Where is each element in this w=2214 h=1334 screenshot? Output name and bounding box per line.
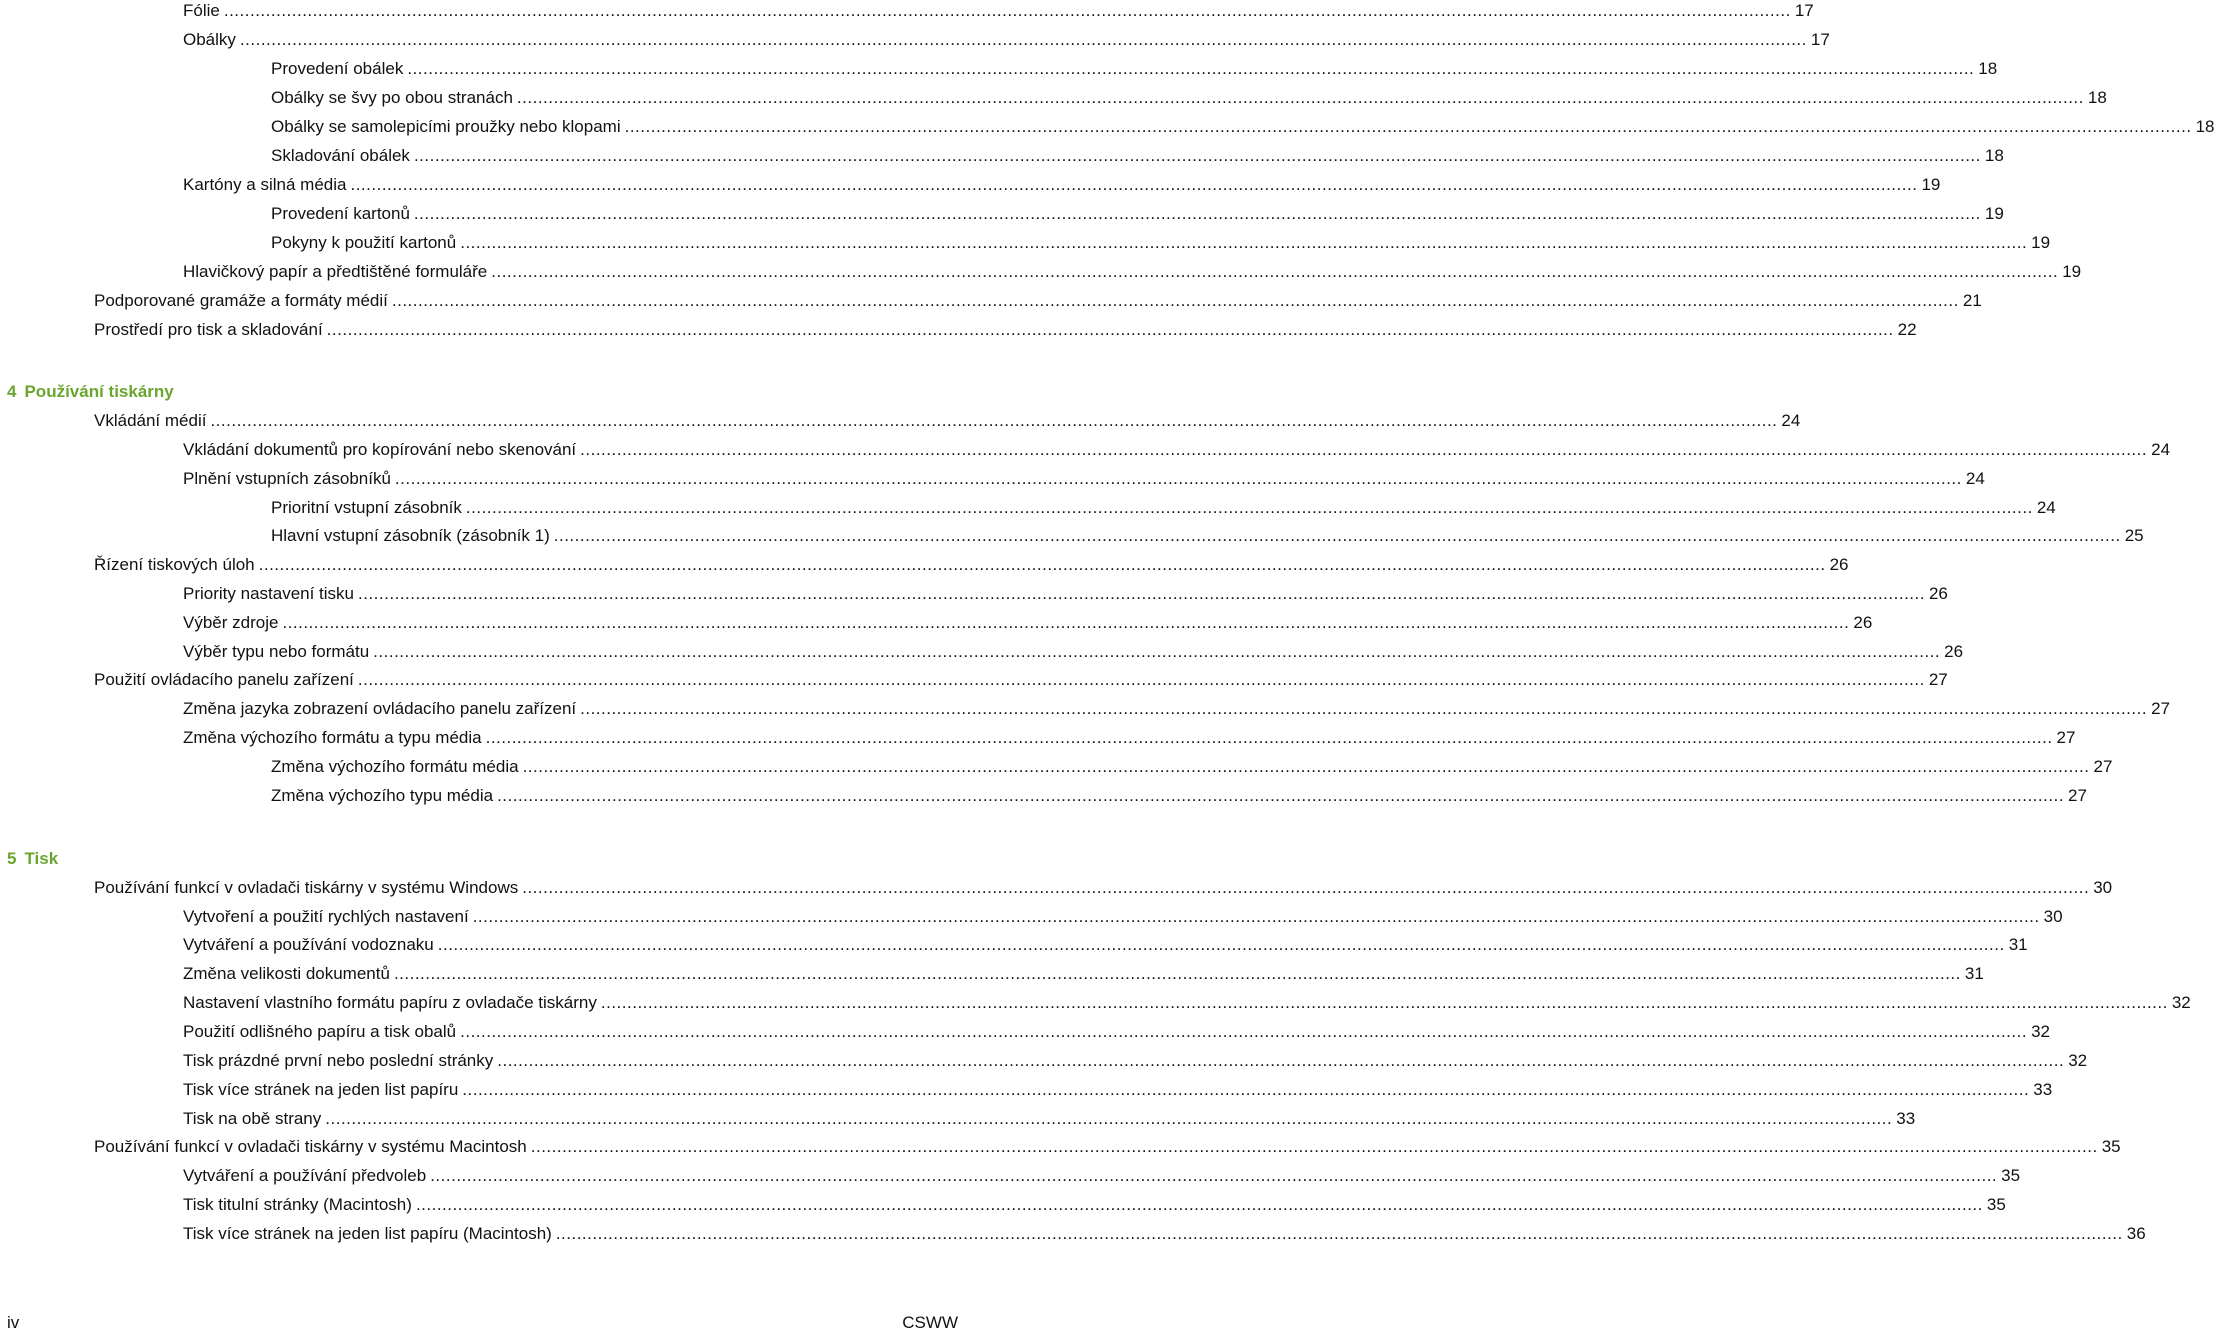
toc-entry-page: 36 xyxy=(2126,1224,2146,1243)
toc-entry-title: Tisk více stránek na jeden list papíru xyxy=(183,1080,459,1099)
dot-leader: ............................................................................................................................................................................................................................................................................................................ xyxy=(415,1195,1983,1214)
toc-entry-title: Výběr typu nebo formátu xyxy=(183,642,370,661)
dot-leader: ............................................................................................................................................................................................................................................................................................................ xyxy=(325,1109,1893,1128)
toc-entry-page: 18 xyxy=(1978,59,1998,78)
toc-entry-page: 18 xyxy=(2195,117,2214,136)
toc-entry-title: Hlavní vstupní zásobník (zásobník 1) xyxy=(271,526,550,545)
toc-entry[interactable] xyxy=(183,727,2076,749)
footer-label: CSWW xyxy=(902,1313,958,1332)
chapter-heading[interactable] xyxy=(7,381,174,403)
toc-entry-page: 19 xyxy=(2062,262,2082,281)
toc-entry-title: Provedení obálek xyxy=(271,59,404,78)
toc-entry[interactable] xyxy=(271,525,2144,547)
toc-entry-title: Pokyny k použití kartonů xyxy=(271,233,457,252)
toc-entry[interactable] xyxy=(183,1079,2053,1101)
toc-entry-title: Vytváření a používání předvoleb xyxy=(183,1166,427,1185)
toc-entry[interactable] xyxy=(271,145,2004,167)
toc-entry-title: Vytvoření a použití rychlých nastavení xyxy=(183,907,469,926)
toc-entry-page: 35 xyxy=(2001,1166,2021,1185)
toc-entry-page: 24 xyxy=(2151,440,2171,459)
toc-entry-title: Obálky se samolepicími proužky nebo klopami xyxy=(271,117,621,136)
toc-entry-page: 24 xyxy=(1781,411,1801,430)
toc-entry-title: Vytváření a používání vodoznaku xyxy=(183,935,434,954)
toc-entry[interactable] xyxy=(94,410,1801,432)
dot-leader: ............................................................................................................................................................................................................................................................................................................ xyxy=(516,88,2084,107)
toc-entry[interactable] xyxy=(183,468,1985,490)
toc-entry[interactable] xyxy=(183,934,2028,956)
dot-leader: ............................................................................................................................................................................................................................................................................................................ xyxy=(465,498,2033,517)
toc-entry-page: 18 xyxy=(2087,88,2107,107)
toc-entry[interactable] xyxy=(183,641,1964,663)
toc-entry-page: 26 xyxy=(1853,613,1873,632)
toc-entry[interactable] xyxy=(94,1136,2121,1158)
toc-entry-title: Změna výchozího formátu a typu média xyxy=(183,728,482,747)
dot-leader: ............................................................................................................................................................................................................................................................................................................ xyxy=(522,757,2090,776)
toc-entry-page: 31 xyxy=(2008,935,2028,954)
dot-leader: ............................................................................................................................................................................................................................................................................................................ xyxy=(497,786,2065,805)
toc-entry[interactable] xyxy=(183,1223,2146,1245)
dot-leader: ............................................................................................................................................................................................................................................................................................................ xyxy=(357,670,1925,689)
toc-entry[interactable] xyxy=(271,203,2004,225)
toc-entry-title: Provedení kartonů xyxy=(271,204,410,223)
toc-entry-page: 27 xyxy=(1928,670,1948,689)
dot-leader: ............................................................................................................................................................................................................................................................................................................ xyxy=(373,642,1941,661)
toc-entry-page: 30 xyxy=(2093,878,2113,897)
dot-leader: ............................................................................................................................................................................................................................................................................................................ xyxy=(462,1080,2030,1099)
toc-entry[interactable] xyxy=(183,1165,2021,1187)
toc-entry[interactable] xyxy=(94,290,1982,312)
toc-entry[interactable] xyxy=(183,963,1984,985)
dot-leader: ............................................................................................................................................................................................................................................................................................................ xyxy=(555,1224,2123,1243)
dot-leader: ............................................................................................................................................................................................................................................................................................................ xyxy=(530,1137,2098,1156)
toc-entry[interactable] xyxy=(271,756,2113,778)
toc-entry-title: Fólie xyxy=(183,1,220,20)
toc-entry-page: 26 xyxy=(1829,555,1849,574)
toc-entry-title: Změna jazyka zobrazení ovládacího panelu zařízení xyxy=(183,699,577,718)
toc-entry-title: Změna výchozího typu média xyxy=(271,786,494,805)
dot-leader: ............................................................................................................................................................................................................................................................................................................ xyxy=(472,907,2040,926)
toc-entry[interactable] xyxy=(183,906,2063,928)
chapter-title: Tisk xyxy=(24,849,59,868)
toc-entry[interactable] xyxy=(183,612,1873,634)
dot-leader: ............................................................................................................................................................................................................................................................................................................ xyxy=(460,233,2028,252)
toc-entry-page: 26 xyxy=(1944,642,1964,661)
toc-entry[interactable] xyxy=(183,174,1941,196)
dot-leader: ............................................................................................................................................................................................................................................................................................................ xyxy=(358,584,1925,603)
dot-leader: ............................................................................................................................................................................................................................................................................................................ xyxy=(485,728,2053,747)
toc-entry-page: 33 xyxy=(1896,1109,1916,1128)
toc-entry-title: Řízení tiskových úloh xyxy=(94,555,255,574)
toc-entry-page: 27 xyxy=(2151,699,2170,718)
toc-entry[interactable] xyxy=(94,554,1849,576)
dot-leader: ............................................................................................................................................................................................................................................................................................................ xyxy=(600,993,2168,1012)
toc-entry-page: 17 xyxy=(1794,1,1814,20)
toc-entry[interactable] xyxy=(271,785,2087,807)
toc-entry[interactable] xyxy=(183,1021,2050,1043)
toc-entry-title: Obálky xyxy=(183,30,236,49)
toc-entry-title: Tisk prázdné první nebo poslední stránky xyxy=(183,1051,494,1070)
toc-entry[interactable] xyxy=(271,232,2051,254)
dot-leader: ............................................................................................................................................................................................................................................................................................................ xyxy=(407,59,1975,78)
toc-entry-page: 19 xyxy=(2031,233,2051,252)
toc-entry-page: 35 xyxy=(1986,1195,2006,1214)
dot-leader: ............................................................................................................................................................................................................................................................................................................ xyxy=(394,469,1962,488)
chapter-title: Používání tiskárny xyxy=(24,382,174,401)
toc-entry[interactable] xyxy=(183,0,1814,22)
toc-entry[interactable] xyxy=(94,319,1917,341)
dot-leader: ............................................................................................................................................................................................................................................................................................................ xyxy=(210,411,1778,430)
dot-leader: ............................................................................................................................................................................................................................................................................................................ xyxy=(437,935,2005,954)
toc-entry-title: Prioritní vstupní zásobník xyxy=(271,498,462,517)
toc-entry-page: 26 xyxy=(1928,584,1948,603)
toc-entry[interactable] xyxy=(183,29,1830,51)
toc-entry-title: Hlavičkový papír a předtištěné formuláře xyxy=(183,262,488,281)
toc-entry[interactable] xyxy=(183,583,1948,605)
dot-leader: ............................................................................................................................................................................................................................................................................................................ xyxy=(413,146,1981,165)
toc-entry-title: Kartóny a silná média xyxy=(183,175,347,194)
toc-entry-page: 17 xyxy=(1810,30,1830,49)
toc-entry-title: Obálky se švy po obou stranách xyxy=(271,88,513,107)
toc-entry-title: Tisk na obě strany xyxy=(183,1109,322,1128)
toc-entry[interactable] xyxy=(271,497,2056,519)
toc-entry-title: Nastavení vlastního formátu papíru z ovladače tiskárny xyxy=(183,993,597,1012)
toc-entry-title: Výběr zdroje xyxy=(183,613,279,632)
dot-leader: ............................................................................................................................................................................................................................................................................................................ xyxy=(258,555,1826,574)
toc-entry-title: Tisk více stránek na jeden list papíru (Macintosh) xyxy=(183,1224,552,1243)
toc-entry-title: Vkládání dokumentů pro kopírování nebo skenování xyxy=(183,440,577,459)
dot-leader: ............................................................................................................................................................................................................................................................................................................ xyxy=(223,1,1791,20)
toc-entry[interactable] xyxy=(183,1108,1916,1130)
toc-entry[interactable] xyxy=(94,877,2113,899)
chapter-number: 4 xyxy=(7,382,17,401)
toc-entry[interactable] xyxy=(271,116,2214,138)
toc-entry-page: 33 xyxy=(2033,1080,2053,1099)
dot-leader: ............................................................................................................................................................................................................................................................................................................ xyxy=(460,1022,2028,1041)
toc-entry-title: Používání funkcí v ovladači tiskárny v systému Macintosh xyxy=(94,1137,527,1156)
toc-entry-page: 19 xyxy=(1984,204,2004,223)
toc-entry-page: 25 xyxy=(2124,526,2144,545)
toc-entry-page: 31 xyxy=(1964,964,1984,983)
toc-entry-page: 19 xyxy=(1921,175,1941,194)
toc-entry-title: Skladování obálek xyxy=(271,146,410,165)
toc-entry-title: Používání funkcí v ovladači tiskárny v systému Windows xyxy=(94,878,519,897)
dot-leader: ............................................................................................................................................................................................................................................................................................................ xyxy=(326,320,1894,339)
toc-entry-page: 27 xyxy=(2093,757,2113,776)
toc-entry-page: 21 xyxy=(1962,291,1982,310)
toc-entry-page: 35 xyxy=(2101,1137,2121,1156)
dot-leader: ............................................................................................................................................................................................................................................................................................................ xyxy=(282,613,1850,632)
toc-entry[interactable] xyxy=(183,1050,2088,1072)
toc-entry-title: Vkládání médií xyxy=(94,411,207,430)
toc-entry-page: 30 xyxy=(2043,907,2063,926)
toc-entry[interactable] xyxy=(94,669,1948,691)
toc-entry-page: 32 xyxy=(2031,1022,2050,1041)
toc-entry[interactable] xyxy=(183,698,2170,720)
dot-leader: ............................................................................................................................................................................................................................................................................................................ xyxy=(553,526,2121,545)
toc-entry[interactable] xyxy=(183,992,2191,1014)
toc-entry-title: Tisk titulní stránky (Macintosh) xyxy=(183,1195,412,1214)
toc-entry-page: 24 xyxy=(1965,469,1985,488)
dot-leader: ............................................................................................................................................................................................................................................................................................................ xyxy=(522,878,2090,897)
dot-leader: ............................................................................................................................................................................................................................................................................................................ xyxy=(497,1051,2065,1070)
toc-entry-title: Podporované gramáže a formáty médií xyxy=(94,291,388,310)
toc-entry-page: 22 xyxy=(1897,320,1917,339)
dot-leader: ............................................................................................................................................................................................................................................................................................................ xyxy=(491,262,2059,281)
footer-page-number: iv xyxy=(7,1313,20,1332)
dot-leader: ............................................................................................................................................................................................................................................................................................................ xyxy=(624,117,2192,136)
dot-leader: ............................................................................................................................................................................................................................................................................................................ xyxy=(239,30,1807,49)
toc-entry[interactable] xyxy=(183,439,2171,461)
toc-entry-page: 18 xyxy=(1984,146,2004,165)
toc-entry-title: Použití ovládacího panelu zařízení xyxy=(94,670,354,689)
toc-entry[interactable] xyxy=(271,87,2107,109)
toc-entry-title: Změna velikosti dokumentů xyxy=(183,964,390,983)
dot-leader: ............................................................................................................................................................................................................................................................................................................ xyxy=(580,699,2148,718)
dot-leader: ............................................................................................................................................................................................................................................................................................................ xyxy=(350,175,1918,194)
dot-leader: ............................................................................................................................................................................................................................................................................................................ xyxy=(580,440,2148,459)
dot-leader: ............................................................................................................................................................................................................................................................................................................ xyxy=(413,204,1981,223)
dot-leader: ............................................................................................................................................................................................................................................................................................................ xyxy=(393,964,1961,983)
toc-entry[interactable] xyxy=(183,1194,2006,1216)
toc-entry-title: Prostředí pro tisk a skladování xyxy=(94,320,323,339)
toc-entry-page: 27 xyxy=(2056,728,2076,747)
toc-entry-title: Změna výchozího formátu média xyxy=(271,757,519,776)
toc-entry-title: Priority nastavení tisku xyxy=(183,584,355,603)
toc-entry-page: 32 xyxy=(2171,993,2191,1012)
toc-entry-page: 27 xyxy=(2068,786,2087,805)
toc-entry[interactable] xyxy=(271,58,1998,80)
chapter-heading[interactable] xyxy=(7,848,58,870)
toc-entry[interactable] xyxy=(183,261,2082,283)
toc-entry-page: 24 xyxy=(2036,498,2056,517)
toc-entry-title: Plnění vstupních zásobníků xyxy=(183,469,391,488)
chapter-number: 5 xyxy=(7,849,17,868)
toc-entry-title: Použití odlišného papíru a tisk obalů xyxy=(183,1022,457,1041)
dot-leader: ............................................................................................................................................................................................................................................................................................................ xyxy=(430,1166,1998,1185)
toc-entry-page: 32 xyxy=(2068,1051,2088,1070)
dot-leader: ............................................................................................................................................................................................................................................................................................................ xyxy=(391,291,1959,310)
